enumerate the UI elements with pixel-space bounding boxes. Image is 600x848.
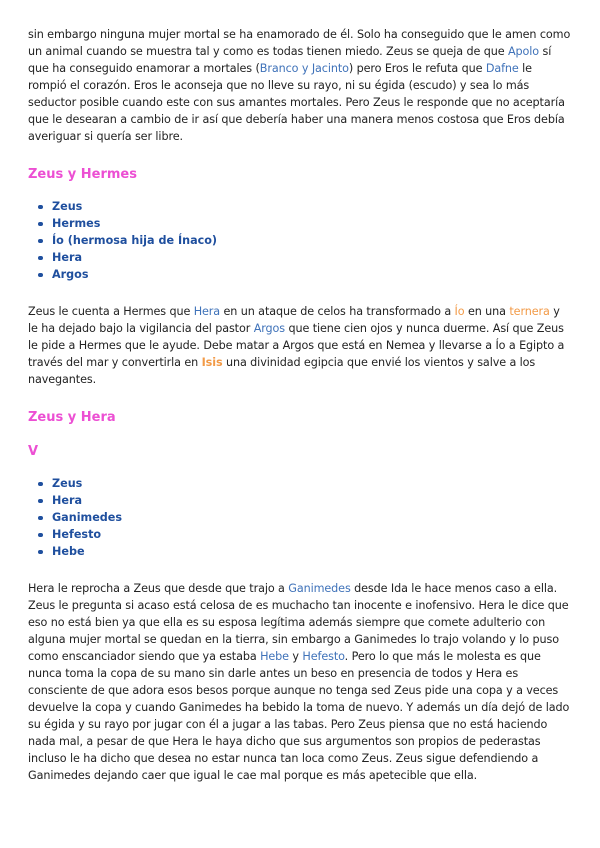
text-run: una divinidad egipcia que envié los vientos y salve a los navegantes. [28, 356, 536, 386]
link-dafne[interactable]: Dafne [485, 62, 519, 75]
list-item: Zeus [52, 198, 573, 215]
character-list-hera [28, 475, 573, 560]
heading-zeus-y-hermes: Zeus y Hermes [28, 167, 137, 182]
paragraph-eros [28, 26, 573, 145]
subheading-v: V [28, 444, 39, 459]
link-io[interactable]: Ío [454, 305, 465, 318]
list-item: Hera [52, 249, 573, 266]
list-item: Hebe [52, 543, 573, 560]
link-ganimedes[interactable]: Ganimedes [288, 582, 351, 595]
text-run: y le ha dejado bajo la vigilancia del pastor [28, 305, 560, 335]
link-hebe[interactable]: Hebe [260, 650, 289, 663]
list-item: Hefesto [52, 526, 573, 543]
text-run: Hera le reprocha a Zeus que desde que trajo a [28, 582, 289, 595]
text-run: le rompió el corazón. Eros le aconseja que no lleve su rayo, ni su égida (escudo) y sea lo más seductor posible cuando este con sus amantes mortales. Pero Zeus le responde que no aceptaría que le desearan a cambio de ir así que debería haber una manera menos costosa que Eros debía averiguar si quería ser libre. [28, 62, 565, 143]
text-run: sí que ha conseguido enamorar a mortales ( [28, 45, 552, 75]
link-apolo[interactable]: Apolo [508, 45, 540, 58]
list-item: Zeus [52, 475, 573, 492]
character-list-hermes [28, 198, 573, 283]
text-run: en un ataque de celos ha transformado a [220, 305, 455, 318]
link-hefesto[interactable]: Hefesto [302, 650, 345, 663]
list-item: Argos [52, 266, 573, 283]
list-item: Hera [52, 492, 573, 509]
text-run: desde Ida le hace menos caso a ella. Zeus le pregunta si acaso está celosa de es muchacho tan inocente e inofensivo. Hera le dice que eso no está bien ya que ella es su esposa legítima además siempre que comete adulterio con alguna mujer mortal se quedan en la tierra, sin embargo a Ganimedes lo trajo volando y lo puso como enscanciador siendo que ya estaba [28, 582, 569, 663]
link-isis[interactable]: Isis [201, 356, 223, 369]
text-run: sin embargo ninguna mujer mortal se ha enamorado de él. Solo ha conseguido que le amen como un animal cuando se muestra tal y como es todas tienen miedo. Zeus se queja de que [28, 28, 571, 58]
link-hera[interactable]: Hera [193, 305, 221, 318]
heading-zeus-y-hera: Zeus y Hera [28, 410, 116, 425]
link-ternera[interactable]: ternera [509, 305, 550, 318]
text-run: . Pero lo que más le molesta es que nunca toma la copa de su mano sin darle antes un beso en presencia de todos y Hera es consciente de que adora esos besos porque aunque no tenga sed Zeus pide una copa y a veces devuelve la copa y cuando Ganimedes ha bebido la toma de nuevo. Y además un día dejó de lado su égida y su rayo por jugar con él a jugar a las tabas. Pero Zeus piensa que no está haciendo nada mal, a pesar de que Hera le haya dicho que sus argumentos son propios de pederastas incluso le ha dicho que desea no estar nunca tan loca como Zeus. Zeus sigue defendiendo a Ganimedes dejando caer que igual le cae mal porque es más apetecible que ella. [28, 650, 570, 782]
text-run: ) pero Eros le refuta que [348, 62, 486, 75]
list-item: Ío (hermosa hija de Ínaco) [52, 232, 573, 249]
document-content [28, 26, 573, 784]
text-run: en una [464, 305, 510, 318]
list-item: Ganimedes [52, 509, 573, 526]
text-run: Zeus le cuenta a Hermes que [28, 305, 194, 318]
paragraph-hermes [28, 303, 573, 388]
link-argos[interactable]: Argos [253, 322, 286, 335]
text-run: que tiene cien ojos y nunca duerme. Así que Zeus le pide a Hermes que le ayude. Debe matar a Argos que está en Nemea y llevarse a Ío a Egipto a través del mar y convertirla en [28, 322, 565, 369]
link-branco-y-jacinto[interactable]: Branco y Jacinto [259, 62, 349, 75]
paragraph-hera [28, 580, 573, 784]
text-run: y [288, 650, 303, 663]
list-item: Hermes [52, 215, 573, 232]
